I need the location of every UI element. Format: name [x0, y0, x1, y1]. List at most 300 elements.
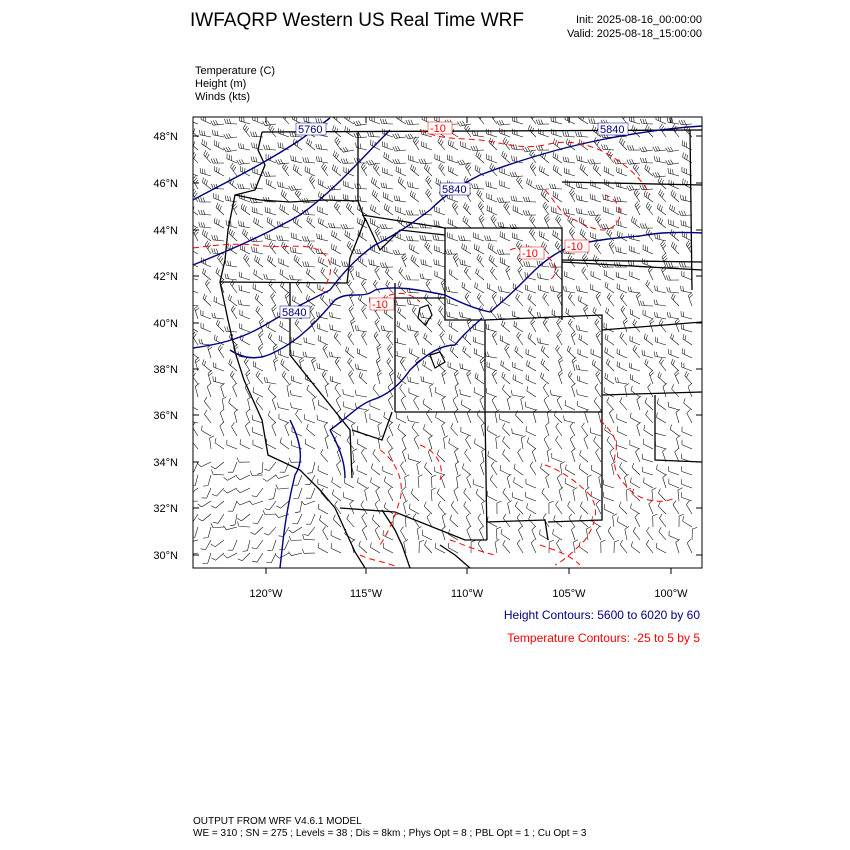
- wind-barb: [496, 527, 501, 540]
- wind-barb: [291, 350, 302, 358]
- wind-barb: [330, 324, 341, 332]
- wind-barb: [551, 129, 562, 137]
- wind-barb: [620, 332, 627, 345]
- wind-barb: [502, 151, 510, 163]
- wind-barb: [496, 436, 501, 449]
- wind-barb: [293, 165, 302, 176]
- wind-barb: [306, 488, 315, 498]
- wind-barb: [623, 318, 628, 332]
- wind-barb: [389, 422, 393, 436]
- wind-barb: [264, 462, 276, 471]
- wind-barb: [395, 337, 406, 345]
- wind-barb: [441, 474, 445, 488]
- wind-barb: [447, 155, 458, 163]
- wind-barb: [564, 416, 575, 424]
- wind-barb: [563, 286, 575, 293]
- wind-barb: [446, 287, 458, 294]
- wind-barb: [419, 540, 424, 553]
- wind-barb: [570, 436, 575, 450]
- wind-barb: [488, 426, 498, 436]
- wind-barb: [531, 539, 536, 553]
- wind-barb: [393, 250, 406, 255]
- wind-barb: [224, 133, 237, 138]
- wind-barb: [393, 159, 406, 164]
- wind-barb: [568, 293, 575, 306]
- wind-barb: [645, 164, 653, 176]
- wind-barb: [500, 414, 511, 423]
- wind-barb: [190, 527, 198, 538]
- wind-barb: [516, 293, 523, 306]
- wind-barb: [542, 488, 549, 501]
- wind-barb: [487, 193, 497, 202]
- wind-barb: [460, 312, 472, 319]
- wind-barb: [640, 223, 653, 228]
- wind-barb: [224, 553, 238, 558]
- wind-barb: [666, 262, 679, 267]
- wind-barb: [197, 462, 211, 467]
- wind-barb: [290, 390, 302, 397]
- wind-barb: [492, 370, 497, 384]
- wind-barb: [347, 514, 354, 527]
- wind-barb: [318, 466, 328, 476]
- wind-barb: [526, 426, 536, 436]
- wind-barb: [500, 296, 510, 306]
- wind-barb: [666, 160, 679, 165]
- wind-barb: [454, 370, 459, 384]
- wind-barb: [208, 344, 213, 358]
- wind-barb: [212, 488, 224, 496]
- wind-barb: [632, 125, 640, 137]
- wind-barb: [449, 321, 458, 332]
- wind-barb: [654, 312, 666, 319]
- wind-barb: [497, 198, 510, 203]
- wind-barb: [556, 436, 563, 449]
- wind-barb: [236, 488, 250, 493]
- wind-barb: [566, 139, 575, 150]
- wind-barb: [486, 324, 497, 332]
- wind-barb: [204, 410, 211, 423]
- wind-barb: [606, 359, 614, 371]
- wind-barb: [361, 449, 367, 462]
- wind-barb: [411, 255, 419, 267]
- wind-barb: [231, 423, 237, 436]
- wind-barb: [398, 424, 406, 436]
- wind-barb: [424, 463, 432, 476]
- wind-barb: [430, 384, 434, 398]
- wind-barb: [490, 267, 497, 280]
- wind-barb: [500, 335, 510, 345]
- wind-barb: [523, 210, 536, 215]
- wind-barb: [331, 257, 341, 267]
- wind-barb: [568, 319, 575, 332]
- wind-barb: [291, 155, 302, 163]
- wind-barb: [376, 357, 381, 371]
- wind-barb: [361, 280, 367, 293]
- wind-barb: [579, 217, 588, 228]
- wind-barb: [248, 397, 252, 411]
- wind-barb: [332, 490, 341, 502]
- wind-barb: [474, 387, 484, 397]
- wind-barb: [549, 263, 562, 268]
- wind-barb: [536, 120, 549, 125]
- wind-barb: [387, 436, 393, 449]
- wind-barb: [212, 313, 224, 319]
- wind-barb: [453, 253, 459, 267]
- wind-barb: [515, 346, 523, 358]
- wind-barb: [317, 233, 328, 241]
- wind-barb: [280, 321, 289, 332]
- wind-barb: [523, 147, 536, 152]
- wind-barb: [465, 163, 471, 176]
- wind-barb: [491, 215, 497, 228]
- wind-barb: [408, 377, 419, 385]
- wind-barb: [636, 448, 641, 462]
- wind-barb: [676, 409, 680, 423]
- wind-barb: [578, 349, 588, 358]
- wind-barb: [367, 160, 381, 165]
- wind-barb: [362, 526, 367, 540]
- wind-barb: [440, 332, 445, 346]
- wind-barb: [474, 479, 485, 488]
- wind-barb: [291, 233, 302, 242]
- wind-barb: [617, 231, 627, 241]
- wind-barb: [565, 115, 575, 125]
- wind-barb-field: [184, 111, 697, 564]
- wind-barb: [596, 332, 601, 346]
- wind-barb: [231, 306, 237, 319]
- wind-barb: [254, 217, 263, 228]
- wind-barb: [238, 143, 250, 150]
- wind-barb: [195, 305, 200, 319]
- wind-barb: [521, 436, 525, 449]
- wind-barb: [421, 259, 432, 267]
- wind-barb: [682, 479, 692, 488]
- wind-barb: [358, 478, 368, 489]
- wind-barb: [420, 274, 432, 281]
- wind-barb: [343, 389, 354, 397]
- wind-barb: [367, 132, 380, 137]
- wind-barb: [396, 413, 406, 423]
- wind-barb: [398, 177, 406, 189]
- wind-barb: [198, 210, 211, 215]
- wind-barb: [265, 501, 276, 510]
- wind-barb: [588, 211, 601, 216]
- wind-barb: [355, 390, 367, 397]
- wind-barb: [288, 552, 302, 556]
- wind-barb: [238, 300, 250, 306]
- model-footer: [193, 816, 586, 840]
- wind-barb: [294, 255, 302, 267]
- wind-barb: [333, 112, 341, 124]
- wind-barb: [527, 178, 536, 189]
- wind-barb: [332, 165, 341, 177]
- wind-barb: [246, 370, 251, 384]
- wind-barb: [451, 423, 458, 436]
- wind-barb: [692, 527, 697, 540]
- wind-barb: [318, 257, 328, 267]
- wind-barb: [269, 488, 276, 500]
- wind-barb: [569, 228, 575, 241]
- wind-barb: [503, 449, 510, 462]
- wind-barb: [394, 196, 406, 203]
- wind-barb: [334, 202, 341, 215]
- wind-barb: [472, 184, 485, 190]
- wind-barb: [568, 215, 575, 228]
- wind-barb: [292, 514, 302, 524]
- wind-barb: [604, 323, 614, 332]
- wind-barb: [398, 281, 406, 293]
- wind-barb: [507, 396, 511, 410]
- wind-barb: [402, 435, 406, 449]
- wind-barb: [278, 403, 289, 411]
- wind-barb: [464, 501, 471, 514]
- wind-barb: [627, 185, 640, 190]
- wind-barb: [479, 526, 484, 540]
- wind-barb: [190, 138, 198, 150]
- wind-barb: [289, 275, 302, 280]
- wind-barb: [201, 323, 211, 332]
- wind-barb: [502, 320, 511, 332]
- wind-barb: [403, 501, 407, 515]
- wind-barb: [576, 195, 588, 202]
- wind-barb: [276, 501, 289, 508]
- wind-barb: [666, 147, 680, 152]
- wind-barb: [462, 282, 471, 293]
- wind-barb: [579, 464, 588, 475]
- wind-barb: [630, 271, 640, 280]
- wind-barb: [495, 540, 499, 554]
- wind-barb: [544, 214, 550, 228]
- wind-barb: [362, 514, 367, 528]
- wind-barb: [480, 396, 484, 410]
- wind-barb: [466, 514, 471, 528]
- wind-barb: [321, 267, 328, 280]
- wind-barb: [558, 370, 563, 384]
- wind-barb: [587, 475, 592, 488]
- wind-barb: [223, 526, 237, 530]
- wind-barb: [203, 527, 211, 538]
- wind-barb: [643, 439, 653, 449]
- wind-barb: [487, 283, 497, 293]
- wind-barb: [211, 553, 224, 560]
- wind-barb: [393, 146, 406, 151]
- wind-barb: [309, 176, 315, 189]
- wind-barb: [233, 383, 237, 397]
- wind-barb: [253, 283, 263, 293]
- lon-label: 100°W: [654, 588, 688, 600]
- wind-barb: [657, 413, 667, 424]
- wind-barb: [279, 128, 290, 137]
- wind-barb: [655, 337, 666, 345]
- wind-barb: [268, 411, 276, 423]
- wind-barb: [335, 358, 341, 371]
- wind-barb: [349, 306, 354, 320]
- wind-barb: [476, 151, 484, 163]
- wind-barb: [608, 527, 614, 540]
- wind-barb: [423, 424, 432, 436]
- wind-barb: [478, 514, 484, 527]
- wind-barb: [375, 228, 381, 242]
- wind-barb: [526, 479, 536, 488]
- wind-barb: [214, 166, 224, 176]
- wind-barb: [455, 383, 459, 397]
- wind-barb: [280, 269, 289, 280]
- wind-barb: [307, 216, 315, 228]
- wind-barb: [657, 204, 666, 215]
- wind-barb: [635, 202, 641, 216]
- wind-barb: [517, 332, 523, 345]
- wind-barb: [195, 383, 199, 397]
- wind-barb: [462, 243, 471, 254]
- wind-barb: [307, 385, 315, 397]
- wind-barb: [541, 359, 549, 371]
- wind-barb: [500, 257, 510, 267]
- wind-barb: [565, 179, 575, 189]
- wind-barb: [380, 224, 393, 229]
- wind-barb: [676, 435, 680, 449]
- wind-barb: [397, 321, 406, 332]
- wind-barb: [619, 502, 627, 514]
- wind-barb: [658, 502, 666, 514]
- wind-barb: [423, 399, 432, 410]
- wind-barb: [257, 462, 263, 474]
- wind-barb: [669, 219, 679, 228]
- wind-barb: [359, 541, 367, 553]
- wind-barb: [246, 409, 250, 423]
- wind-barb: [488, 243, 497, 254]
- wind-barb: [449, 269, 458, 280]
- wind-barb: [671, 229, 680, 241]
- wind-barb: [371, 543, 381, 554]
- wind-barb: [576, 325, 588, 332]
- wind-barb: [538, 338, 550, 345]
- wind-barb: [657, 399, 666, 410]
- wind-barb: [268, 385, 276, 397]
- wind-barb: [553, 165, 562, 176]
- wind-barb: [659, 527, 666, 540]
- wind-barb: [513, 362, 523, 371]
- wind-barb: [682, 271, 692, 280]
- wind-barb: [635, 514, 640, 528]
- wind-barb: [306, 268, 315, 280]
- wind-barb: [663, 474, 667, 488]
- wind-barb: [276, 485, 289, 489]
- wind-barb: [450, 515, 458, 527]
- wind-barb: [500, 180, 510, 189]
- wind-barb: [230, 371, 237, 384]
- wind-barb: [503, 488, 510, 501]
- wind-barb: [318, 206, 328, 215]
- wind-barb: [384, 477, 393, 489]
- wind-barb: [676, 539, 680, 553]
- wind-barb: [198, 514, 211, 521]
- wind-barb: [653, 172, 666, 177]
- wind-barb: [333, 151, 341, 163]
- wind-barb: [429, 435, 433, 449]
- wind-barb: [478, 202, 484, 215]
- wind-barb: [655, 286, 666, 293]
- wind-barb: [234, 409, 238, 423]
- wind-barb: [380, 263, 393, 268]
- wind-barb: [447, 311, 458, 319]
- wind-barb: [477, 293, 484, 306]
- wind-barb: [646, 410, 653, 423]
- wind-barb: [201, 540, 211, 550]
- wind-barb: [385, 268, 393, 281]
- wind-barb: [401, 396, 406, 410]
- wind-barb: [687, 539, 692, 553]
- wind-barb: [375, 319, 380, 333]
- wind-barb: [497, 120, 510, 125]
- wind-barb: [474, 348, 484, 358]
- wind-barb: [272, 422, 276, 436]
- wind-barb: [671, 294, 679, 307]
- wind-barb: [280, 438, 289, 449]
- wind-barb: [615, 197, 628, 203]
- lon-label: 110°W: [450, 588, 484, 600]
- wind-barb: [211, 540, 224, 547]
- wind-barb: [442, 396, 446, 410]
- temp-label-3: -10: [567, 241, 583, 253]
- wind-barb: [351, 318, 356, 332]
- wind-barb: [202, 488, 211, 498]
- wind-barb: [425, 541, 433, 554]
- wind-barb: [688, 292, 693, 306]
- wind-barb: [229, 398, 237, 410]
- wind-barb: [296, 410, 303, 423]
- wind-barb: [477, 111, 484, 124]
- wind-barb: [454, 487, 458, 501]
- wind-barb: [212, 130, 224, 137]
- wind-barb: [240, 244, 250, 254]
- wind-barb: [355, 325, 367, 332]
- wind-barb: [567, 346, 575, 358]
- wind-barb: [502, 372, 510, 384]
- wind-barb: [684, 398, 692, 410]
- wind-barb: [301, 501, 315, 505]
- wind-barb: [594, 436, 601, 449]
- wind-barb: [490, 475, 497, 488]
- wind-barb: [346, 346, 355, 358]
- wind-barb: [227, 440, 237, 449]
- wind-barb: [329, 352, 341, 358]
- wind-barb: [680, 286, 692, 293]
- wind-barb: [546, 422, 550, 436]
- wind-barb: [355, 364, 367, 371]
- wind-barb: [371, 464, 380, 476]
- wind-barb: [590, 428, 601, 436]
- wind-barb: [302, 236, 315, 241]
- wind-barb: [544, 436, 549, 450]
- wind-barb: [487, 154, 497, 163]
- wind-barb: [658, 372, 666, 384]
- wind-barb: [258, 344, 263, 358]
- wind-barb: [497, 501, 502, 514]
- wind-barb: [604, 492, 614, 501]
- wind-barb: [632, 463, 640, 475]
- wind-barb: [201, 114, 211, 124]
- wind-barb: [640, 158, 653, 163]
- wind-barb: [485, 236, 498, 241]
- wind-barb: [316, 144, 328, 150]
- wind-barb: [346, 203, 354, 215]
- wind-barb: [489, 138, 497, 150]
- wind-barb: [640, 147, 653, 152]
- wind-barb: [647, 527, 654, 540]
- wind-barb: [282, 111, 290, 124]
- wind-barb: [610, 448, 614, 462]
- wind-barb: [648, 266, 653, 280]
